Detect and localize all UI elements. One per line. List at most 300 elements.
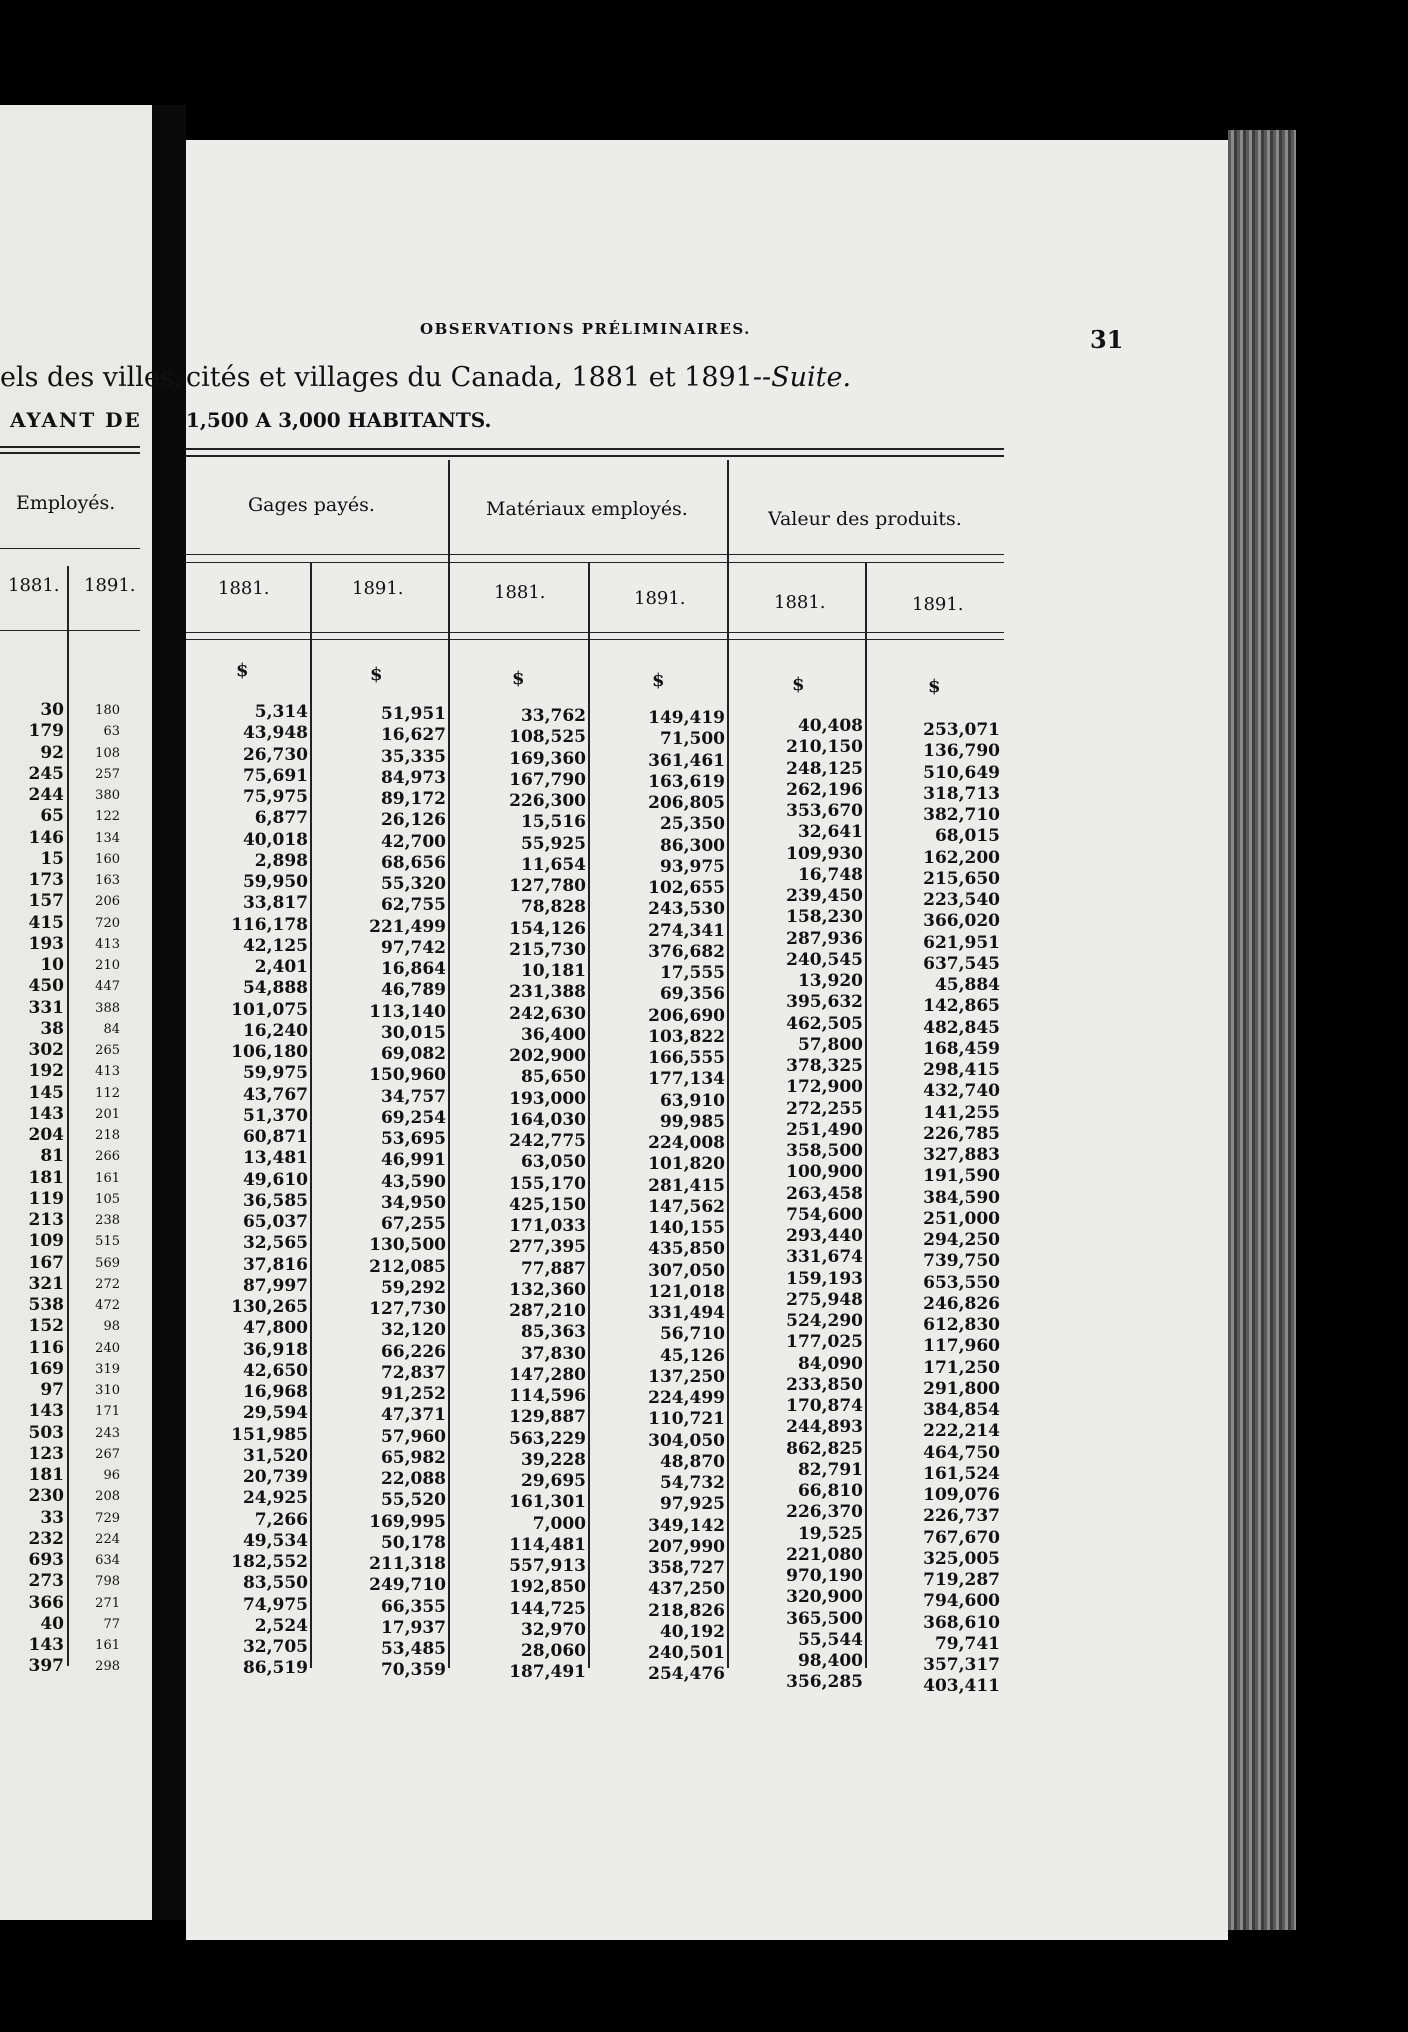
cell-value: 75,975 xyxy=(242,787,308,807)
cell-value: 134 xyxy=(95,830,120,846)
divider-gages xyxy=(310,562,312,1668)
cell-value: 382,710 xyxy=(923,805,1000,825)
cell-value: 376,682 xyxy=(648,941,725,962)
cell-value: 15 xyxy=(40,848,64,869)
cell-value: 158,230 xyxy=(786,907,863,928)
cell-value: 55,544 xyxy=(797,1629,863,1650)
cell-value: 112 xyxy=(95,1085,120,1101)
cell-value: 192,850 xyxy=(509,1577,586,1598)
cell-value: 33,817 xyxy=(242,893,308,914)
cell-value: 163,619 xyxy=(648,771,725,792)
cell-value: 13,481 xyxy=(242,1148,308,1169)
cell-value: 253,071 xyxy=(923,720,1000,740)
cell-value: 204 xyxy=(28,1125,64,1145)
cell-value: 17,555 xyxy=(659,963,725,983)
divider-groups-1 xyxy=(448,460,450,1668)
cell-value: 349,142 xyxy=(648,1515,725,1536)
cell-value: 30,015 xyxy=(380,1022,446,1043)
cell-value: 77 xyxy=(103,1616,120,1632)
group-rule xyxy=(186,554,1004,555)
cell-value: 226,300 xyxy=(509,791,586,811)
cell-value: 238 xyxy=(95,1213,120,1228)
cell-value: 63,050 xyxy=(520,1152,586,1173)
cell-value: 182,552 xyxy=(231,1552,308,1572)
cell-value: 152 xyxy=(28,1316,64,1337)
cell-value: 53,485 xyxy=(380,1639,446,1659)
cell-value: 272 xyxy=(95,1276,120,1292)
cell-value: 798 xyxy=(95,1574,120,1590)
cell-value: 181 xyxy=(28,1465,64,1485)
cell-value: 119 xyxy=(28,1188,64,1209)
cell-value: 30 xyxy=(40,700,64,720)
cell-value: 93,975 xyxy=(659,856,725,877)
cell-value: 161 xyxy=(95,1638,120,1653)
cell-value: 32,641 xyxy=(797,822,863,843)
cell-value: 320,900 xyxy=(786,1587,863,1608)
cell-value: 164,030 xyxy=(509,1109,586,1130)
currency-materiaux-1891: $ xyxy=(652,670,665,691)
cell-value: 223,540 xyxy=(923,890,1000,910)
cell-value: 319 xyxy=(95,1361,120,1377)
left-year-1891: 1891. xyxy=(84,575,136,596)
cell-value: 29,695 xyxy=(520,1471,586,1491)
cell-value: 15,516 xyxy=(520,812,586,833)
cell-value: 244 xyxy=(28,785,64,805)
cell-value: 49,610 xyxy=(242,1169,308,1190)
left-employes-1881-column xyxy=(29,700,65,1678)
cell-value: 67,255 xyxy=(380,1214,446,1234)
cell-value: 166,555 xyxy=(648,1048,725,1068)
cell-value: 179 xyxy=(28,721,64,742)
cell-value: 157 xyxy=(28,891,64,912)
cell-value: 34,950 xyxy=(380,1192,446,1213)
cell-value: 140,155 xyxy=(648,1218,725,1238)
cell-value: 161,301 xyxy=(509,1492,586,1513)
cell-value: 569 xyxy=(95,1255,120,1271)
cell-value: 98 xyxy=(103,1319,120,1335)
cell-value: 437,250 xyxy=(648,1579,725,1600)
cell-value: 251,000 xyxy=(923,1208,1000,1229)
cell-value: 84 xyxy=(103,1021,120,1037)
cell-value: 114,481 xyxy=(509,1534,586,1555)
cell-value: 16,864 xyxy=(380,959,446,979)
cell-value: 281,415 xyxy=(648,1175,725,1196)
cell-value: 53,695 xyxy=(380,1129,446,1149)
cell-value: 46,789 xyxy=(380,980,446,1001)
group-materiaux-employes: Matériaux employés. xyxy=(486,498,688,520)
cell-value: 331 xyxy=(28,997,64,1018)
cell-value: 557,913 xyxy=(509,1556,586,1576)
cell-value: 51,951 xyxy=(380,704,446,724)
cell-value: 447 xyxy=(95,979,120,995)
cell-value: 224,499 xyxy=(648,1388,725,1408)
cell-value: 425,150 xyxy=(509,1194,586,1215)
cell-value: 384,854 xyxy=(923,1400,1000,1420)
cell-value: 298 xyxy=(95,1659,120,1675)
cell-value: 66,355 xyxy=(380,1596,446,1617)
cell-value: 16,240 xyxy=(242,1020,308,1041)
cell-value: 66,226 xyxy=(380,1341,446,1362)
left-column-header: Employés. xyxy=(16,492,116,514)
cell-value: 739,750 xyxy=(923,1251,1000,1272)
cell-value: 86,300 xyxy=(659,835,725,856)
cell-value: 69,356 xyxy=(659,984,725,1005)
cell-value: 161 xyxy=(95,1170,120,1186)
cell-value: 103,822 xyxy=(648,1026,725,1047)
cell-value: 538 xyxy=(28,1295,64,1315)
page-edges xyxy=(1228,130,1296,1930)
cell-value: 206 xyxy=(95,894,120,910)
cell-value: 127,730 xyxy=(369,1299,446,1319)
top-rule xyxy=(186,448,1004,450)
cell-value: 5,314 xyxy=(254,702,308,722)
cell-value: 141,255 xyxy=(923,1102,1000,1123)
cell-value: 331,674 xyxy=(786,1247,863,1268)
cell-value: 101,075 xyxy=(231,999,308,1020)
cell-value: 114,596 xyxy=(509,1386,586,1406)
cell-value: 298,415 xyxy=(923,1060,1000,1080)
cell-value: 59,292 xyxy=(380,1277,446,1298)
cell-value: 287,936 xyxy=(786,928,863,949)
cell-value: 146 xyxy=(28,827,64,848)
cell-value: 66,810 xyxy=(797,1481,863,1501)
cell-value: 39,228 xyxy=(520,1449,586,1470)
valeur-1881-column xyxy=(786,716,863,1694)
cell-value: 218,826 xyxy=(648,1600,725,1621)
cell-value: 127,780 xyxy=(509,876,586,896)
cell-value: 35,335 xyxy=(380,746,446,767)
cell-value: 63 xyxy=(103,724,120,740)
cell-value: 2,524 xyxy=(254,1615,308,1636)
cell-value: 68,015 xyxy=(934,826,1000,847)
cell-value: 172,900 xyxy=(786,1077,863,1098)
cell-value: 244,893 xyxy=(786,1417,863,1438)
cell-value: 211,318 xyxy=(369,1554,446,1574)
cell-value: 169,995 xyxy=(369,1511,446,1532)
cell-value: 106,180 xyxy=(231,1042,308,1062)
cell-value: 32,565 xyxy=(242,1233,308,1254)
cell-value: 63,910 xyxy=(659,1090,725,1111)
cell-value: 169,360 xyxy=(509,748,586,769)
cell-value: 97 xyxy=(40,1380,64,1400)
cell-value: 46,991 xyxy=(380,1150,446,1171)
cell-value: 272,255 xyxy=(786,1098,863,1119)
cell-value: 149,419 xyxy=(648,708,725,728)
table-title: cités et villages du Canada, 1881 et 1891--Suite. xyxy=(186,362,852,393)
cell-value: 155,170 xyxy=(509,1173,586,1194)
cell-value: 245 xyxy=(28,763,64,784)
cell-value: 240 xyxy=(95,1340,120,1356)
year-gages-1891: 1891. xyxy=(352,578,404,599)
cell-value: 65 xyxy=(40,806,64,827)
divider-groups-2 xyxy=(727,460,729,1668)
cell-value: 13,920 xyxy=(797,971,863,991)
cell-value: 226,785 xyxy=(923,1123,1000,1144)
left-header-rule xyxy=(0,548,140,549)
cell-value: 267 xyxy=(95,1446,120,1462)
cell-value: 85,363 xyxy=(520,1322,586,1343)
cell-value: 271 xyxy=(95,1595,120,1611)
page-number: 31 xyxy=(1090,325,1124,354)
cell-value: 366 xyxy=(28,1592,64,1613)
cell-value: 116,178 xyxy=(231,914,308,935)
cell-value: 37,830 xyxy=(520,1343,586,1364)
cell-value: 43,948 xyxy=(242,723,308,744)
cell-value: 2,898 xyxy=(254,850,308,871)
cell-value: 136,790 xyxy=(923,741,1000,762)
cell-value: 254,476 xyxy=(648,1664,725,1685)
cell-value: 210,150 xyxy=(786,737,863,758)
cell-value: 221,080 xyxy=(786,1544,863,1565)
cell-value: 91,252 xyxy=(380,1384,446,1404)
cell-value: 218 xyxy=(95,1128,120,1143)
cell-value: 366,020 xyxy=(923,911,1000,932)
cell-value: 403,411 xyxy=(923,1676,1000,1697)
running-title: OBSERVATIONS PRÉLIMINAIRES. xyxy=(420,320,751,338)
cell-value: 208 xyxy=(95,1489,120,1505)
cell-value: 515 xyxy=(95,1234,120,1250)
cell-value: 17,937 xyxy=(380,1617,446,1638)
cell-value: 168,459 xyxy=(923,1038,1000,1059)
cell-value: 265 xyxy=(95,1043,120,1058)
cell-value: 143 xyxy=(28,1635,64,1655)
cell-value: 384,590 xyxy=(923,1187,1000,1208)
cell-value: 154,126 xyxy=(509,918,586,939)
cell-value: 132,360 xyxy=(509,1279,586,1300)
cell-value: 19,525 xyxy=(797,1523,863,1544)
cell-value: 177,025 xyxy=(786,1332,863,1353)
cell-value: 171 xyxy=(95,1404,120,1420)
cell-value: 49,534 xyxy=(242,1530,308,1551)
cell-value: 33 xyxy=(40,1507,64,1528)
cell-value: 224 xyxy=(95,1531,120,1547)
cell-value: 109,076 xyxy=(923,1485,1000,1505)
cell-value: 482,845 xyxy=(923,1017,1000,1038)
cell-value: 719,287 xyxy=(923,1570,1000,1590)
cell-value: 230 xyxy=(28,1486,64,1507)
cell-value: 99,985 xyxy=(659,1111,725,1132)
year-materiaux-1891: 1891. xyxy=(634,588,686,609)
cell-value: 331,494 xyxy=(648,1303,725,1323)
cell-value: 862,825 xyxy=(786,1438,863,1459)
cell-value: 105 xyxy=(95,1191,120,1207)
cell-value: 287,210 xyxy=(509,1301,586,1321)
cell-value: 202,900 xyxy=(509,1046,586,1066)
cell-value: 310 xyxy=(95,1383,120,1398)
cell-value: 98,400 xyxy=(797,1651,863,1671)
cell-value: 242,775 xyxy=(509,1131,586,1151)
gages-1881-column xyxy=(231,702,308,1680)
left-year-rule xyxy=(0,630,140,631)
cell-value: 327,883 xyxy=(923,1145,1000,1165)
cell-value: 2,401 xyxy=(254,957,308,977)
cell-value: 378,325 xyxy=(786,1056,863,1076)
cell-value: 117,960 xyxy=(923,1336,1000,1357)
cell-value: 82,791 xyxy=(797,1459,863,1480)
cell-value: 294,250 xyxy=(923,1230,1000,1250)
cell-value: 48,870 xyxy=(659,1451,725,1472)
cell-value: 173 xyxy=(28,870,64,890)
cell-value: 16,748 xyxy=(797,864,863,885)
cell-value: 612,830 xyxy=(923,1315,1000,1335)
cell-value: 113,140 xyxy=(369,1001,446,1022)
cell-value: 55,925 xyxy=(520,833,586,854)
cell-value: 325,005 xyxy=(923,1548,1000,1569)
cell-value: 233,850 xyxy=(786,1374,863,1395)
cell-value: 20,739 xyxy=(242,1467,308,1487)
cell-value: 767,670 xyxy=(923,1527,1000,1548)
cell-value: 71,500 xyxy=(659,729,725,750)
cell-value: 60,871 xyxy=(242,1127,308,1147)
cell-value: 754,600 xyxy=(786,1204,863,1225)
cell-value: 167,790 xyxy=(509,769,586,790)
cell-value: 293,440 xyxy=(786,1226,863,1246)
cell-value: 192 xyxy=(28,1061,64,1082)
cell-value: 212,085 xyxy=(369,1256,446,1277)
cell-value: 353,670 xyxy=(786,801,863,821)
cell-value: 171,033 xyxy=(509,1216,586,1236)
materiaux-1881-column xyxy=(509,706,586,1684)
cell-value: 70,359 xyxy=(380,1660,446,1681)
cell-value: 10,181 xyxy=(520,961,586,981)
cell-value: 47,371 xyxy=(380,1405,446,1426)
cell-value: 170,874 xyxy=(786,1396,863,1416)
cell-value: 65,037 xyxy=(242,1212,308,1232)
cell-value: 249,710 xyxy=(369,1575,446,1596)
cell-value: 262,196 xyxy=(786,779,863,800)
cell-value: 142,865 xyxy=(923,996,1000,1017)
cell-value: 160 xyxy=(95,851,120,867)
cell-value: 231,388 xyxy=(509,982,586,1003)
cell-value: 415 xyxy=(28,912,64,933)
cell-value: 161,524 xyxy=(923,1463,1000,1484)
cell-value: 193,000 xyxy=(509,1088,586,1109)
cell-value: 7,266 xyxy=(254,1509,308,1530)
cell-value: 358,727 xyxy=(648,1558,725,1578)
cell-value: 275,948 xyxy=(786,1289,863,1310)
cell-value: 37,816 xyxy=(242,1254,308,1275)
cell-value: 59,975 xyxy=(242,1063,308,1084)
cell-value: 102,655 xyxy=(648,878,725,898)
year-gages-1881: 1881. xyxy=(218,578,270,599)
year-valeur-1881: 1881. xyxy=(774,592,826,613)
cell-value: 150,960 xyxy=(369,1065,446,1086)
cell-value: 435,850 xyxy=(648,1239,725,1260)
left-rule xyxy=(0,446,140,448)
cell-value: 16,968 xyxy=(242,1382,308,1402)
cell-value: 83,550 xyxy=(242,1573,308,1594)
cell-value: 55,320 xyxy=(380,874,446,894)
materiaux-1891-column xyxy=(648,708,725,1686)
cell-value: 248,125 xyxy=(786,758,863,779)
cell-value: 637,545 xyxy=(923,953,1000,974)
cell-value: 563,229 xyxy=(509,1428,586,1449)
divider-valeur xyxy=(865,562,867,1668)
cell-value: 97,925 xyxy=(659,1494,725,1515)
cell-value: 503 xyxy=(28,1422,64,1443)
cell-value: 40,408 xyxy=(797,716,863,736)
cell-value: 40,192 xyxy=(659,1621,725,1642)
cell-value: 69,082 xyxy=(380,1044,446,1064)
cell-value: 358,500 xyxy=(786,1141,863,1161)
cell-value: 201 xyxy=(95,1106,120,1122)
cell-value: 74,975 xyxy=(242,1594,308,1615)
cell-value: 26,126 xyxy=(380,810,446,831)
year-rule-2 xyxy=(186,639,1004,640)
cell-value: 187,491 xyxy=(509,1662,586,1683)
cell-value: 89,172 xyxy=(380,789,446,809)
cell-value: 40 xyxy=(40,1613,64,1634)
left-rule-2 xyxy=(0,452,140,454)
cell-value: 29,594 xyxy=(242,1403,308,1424)
cell-value: 109,930 xyxy=(786,843,863,864)
cell-value: 85,650 xyxy=(520,1067,586,1088)
cell-value: 266 xyxy=(95,1149,120,1165)
cell-value: 143 xyxy=(28,1401,64,1422)
cell-value: 78,828 xyxy=(520,897,586,918)
cell-value: 243 xyxy=(95,1425,120,1441)
cell-value: 180 xyxy=(95,703,120,718)
cell-value: 38 xyxy=(40,1018,64,1039)
currency-gages-1881: $ xyxy=(236,660,249,681)
left-column-divider xyxy=(67,566,69,1666)
currency-valeur-1891: $ xyxy=(928,676,941,697)
cell-value: 720 xyxy=(95,915,120,931)
cell-value: 206,805 xyxy=(648,793,725,813)
cell-value: 10 xyxy=(40,955,64,975)
cell-value: 69,254 xyxy=(380,1107,446,1128)
cell-value: 356,285 xyxy=(786,1672,863,1693)
cell-value: 36,400 xyxy=(520,1024,586,1045)
cell-value: 167 xyxy=(28,1252,64,1273)
cell-value: 464,750 xyxy=(923,1442,1000,1463)
cell-value: 59,950 xyxy=(242,872,308,892)
currency-valeur-1881: $ xyxy=(792,674,805,695)
cell-value: 162,200 xyxy=(923,847,1000,868)
cell-value: 110,721 xyxy=(648,1409,725,1430)
cell-value: 397 xyxy=(28,1656,64,1677)
cell-value: 84,090 xyxy=(797,1353,863,1374)
cell-value: 72,837 xyxy=(380,1362,446,1383)
cell-value: 263,458 xyxy=(786,1183,863,1204)
cell-value: 81 xyxy=(40,1146,64,1167)
cell-value: 45,884 xyxy=(934,975,1000,995)
cell-value: 147,280 xyxy=(509,1364,586,1385)
cell-value: 970,190 xyxy=(786,1566,863,1586)
cell-value: 50,178 xyxy=(380,1532,446,1553)
cell-value: 365,500 xyxy=(786,1608,863,1629)
cell-value: 47,800 xyxy=(242,1318,308,1339)
cell-value: 26,730 xyxy=(242,744,308,765)
cell-value: 653,550 xyxy=(923,1272,1000,1293)
group-rule-2 xyxy=(186,562,1004,563)
cell-value: 361,461 xyxy=(648,750,725,771)
cell-value: 524,290 xyxy=(786,1311,863,1331)
cell-value: 413 xyxy=(95,936,120,952)
cell-value: 243,530 xyxy=(648,899,725,920)
cell-value: 22,088 xyxy=(380,1469,446,1489)
cell-value: 368,610 xyxy=(923,1612,1000,1633)
cell-value: 307,050 xyxy=(648,1260,725,1281)
group-valeur-des-produits: Valeur des produits. xyxy=(768,508,962,530)
cell-value: 357,317 xyxy=(923,1655,1000,1675)
cell-value: 130,500 xyxy=(369,1235,446,1256)
cell-value: 321 xyxy=(28,1273,64,1294)
cell-value: 97,742 xyxy=(380,937,446,958)
cell-value: 193 xyxy=(28,933,64,954)
cell-value: 108,525 xyxy=(509,727,586,748)
cell-value: 395,632 xyxy=(786,992,863,1013)
